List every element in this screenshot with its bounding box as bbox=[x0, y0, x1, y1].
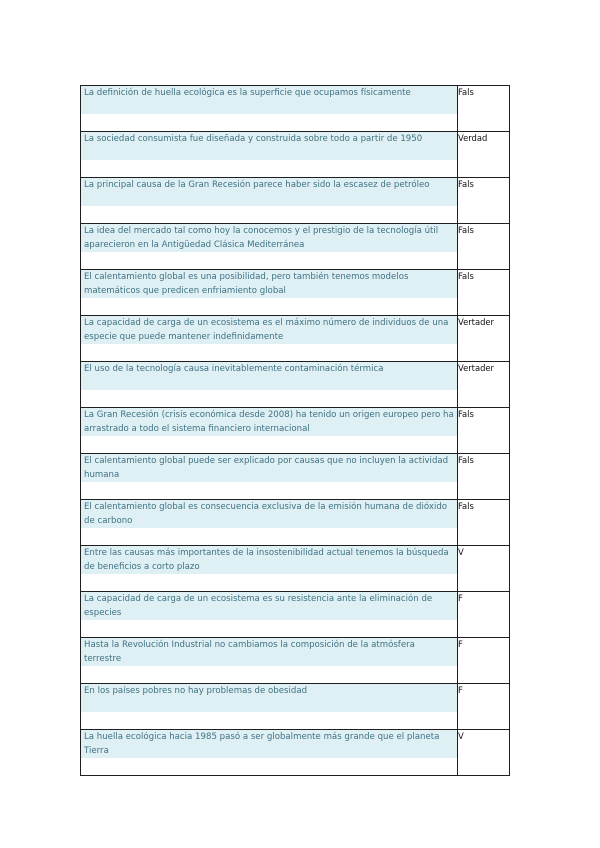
question-text: La principal causa de la Gran Recesión parece haber sido la escasez de petróleo bbox=[81, 178, 457, 206]
answer-text: V bbox=[458, 547, 464, 557]
question-text: La idea del mercado tal como hoy la conocemos y el prestigio de la tecnología útil aparecieron en la Antigüedad Clásica Mediterránea bbox=[81, 224, 457, 252]
table-row bbox=[81, 730, 510, 776]
question-cell bbox=[81, 316, 458, 362]
question-cell bbox=[81, 224, 458, 270]
question-cell bbox=[81, 270, 458, 316]
table-row bbox=[81, 546, 510, 592]
table-row bbox=[81, 178, 510, 224]
question-text: Hasta la Revolución Industrial no cambiamos la composición de la atmósfera terrestre bbox=[81, 638, 457, 666]
answer-cell bbox=[458, 500, 510, 546]
question-text: La huella ecológica hacia 1985 pasó a ser globalmente más grande que el planeta Tierra bbox=[81, 730, 457, 758]
table-row bbox=[81, 224, 510, 270]
table-row bbox=[81, 270, 510, 316]
question-text: El calentamiento global puede ser explicado por causas que no incluyen la actividad humana bbox=[81, 454, 457, 482]
answer-text: F bbox=[458, 639, 463, 649]
question-text: La capacidad de carga de un ecosistema es su resistencia ante la eliminación de especies bbox=[81, 592, 457, 620]
true-false-table bbox=[80, 85, 510, 776]
table-row bbox=[81, 362, 510, 408]
answer-text: Vertader bbox=[458, 317, 495, 327]
question-cell bbox=[81, 132, 458, 178]
answer-cell bbox=[458, 684, 510, 730]
question-text: En los países pobres no hay problemas de obesidad bbox=[81, 684, 457, 712]
answer-text: Fals bbox=[458, 409, 474, 419]
answer-cell bbox=[458, 270, 510, 316]
question-text: El calentamiento global es una posibilidad, pero también tenemos modelos matemáticos que predicen enfriamiento global bbox=[81, 270, 457, 298]
answer-cell bbox=[458, 224, 510, 270]
answer-cell bbox=[458, 316, 510, 362]
answer-cell bbox=[458, 132, 510, 178]
answer-text: V bbox=[458, 731, 464, 741]
answer-cell bbox=[458, 730, 510, 776]
answer-cell bbox=[458, 592, 510, 638]
table-row bbox=[81, 592, 510, 638]
question-text: La capacidad de carga de un ecosistema es el máximo número de individuos de una especie que puede mantener indefinidamente bbox=[81, 316, 457, 344]
question-cell bbox=[81, 684, 458, 730]
answer-cell bbox=[458, 362, 510, 408]
table-body bbox=[81, 86, 510, 776]
question-cell bbox=[81, 500, 458, 546]
table-row bbox=[81, 132, 510, 178]
answer-text: Fals bbox=[458, 271, 474, 281]
table-row bbox=[81, 316, 510, 362]
question-cell bbox=[81, 408, 458, 454]
answer-text: Vertader bbox=[458, 363, 495, 373]
question-cell bbox=[81, 362, 458, 408]
question-text: La sociedad consumista fue diseñada y construida sobre todo a partir de 1950 bbox=[81, 132, 457, 160]
question-text: El calentamiento global es consecuencia exclusiva de la emisión humana de dióxido de carbono bbox=[81, 500, 457, 528]
answer-text: F bbox=[458, 685, 463, 695]
answer-cell bbox=[458, 178, 510, 224]
question-text: La definición de huella ecológica es la superficie que ocupamos físicamente bbox=[81, 86, 457, 114]
answer-text: Fals bbox=[458, 179, 474, 189]
answer-cell bbox=[458, 408, 510, 454]
question-cell bbox=[81, 86, 458, 132]
question-cell bbox=[81, 546, 458, 592]
answer-cell bbox=[458, 638, 510, 684]
question-cell bbox=[81, 178, 458, 224]
table-row bbox=[81, 454, 510, 500]
table-row bbox=[81, 408, 510, 454]
answer-cell bbox=[458, 454, 510, 500]
table-row bbox=[81, 638, 510, 684]
table-row bbox=[81, 86, 510, 132]
answer-text: Fals bbox=[458, 455, 474, 465]
answer-text: Fals bbox=[458, 225, 474, 235]
question-text: El uso de la tecnología causa inevitablemente contaminación térmica bbox=[81, 362, 457, 390]
answer-text: F bbox=[458, 593, 463, 603]
question-cell bbox=[81, 592, 458, 638]
question-text: La Gran Recesión (crisis económica desde 2008) ha tenido un origen europeo pero ha arrastrado a todo el sistema financiero internacional bbox=[81, 408, 457, 436]
answer-cell bbox=[458, 546, 510, 592]
answer-text: Verdad bbox=[458, 133, 488, 143]
answer-text: Fals bbox=[458, 87, 474, 97]
question-cell bbox=[81, 730, 458, 776]
question-cell bbox=[81, 638, 458, 684]
question-text: Entre las causas más importantes de la insostenibilidad actual tenemos la búsqueda de beneficios a corto plazo bbox=[81, 546, 457, 574]
table-row bbox=[81, 684, 510, 730]
question-cell bbox=[81, 454, 458, 500]
answer-text: Fals bbox=[458, 501, 474, 511]
answer-cell bbox=[458, 86, 510, 132]
table-row bbox=[81, 500, 510, 546]
